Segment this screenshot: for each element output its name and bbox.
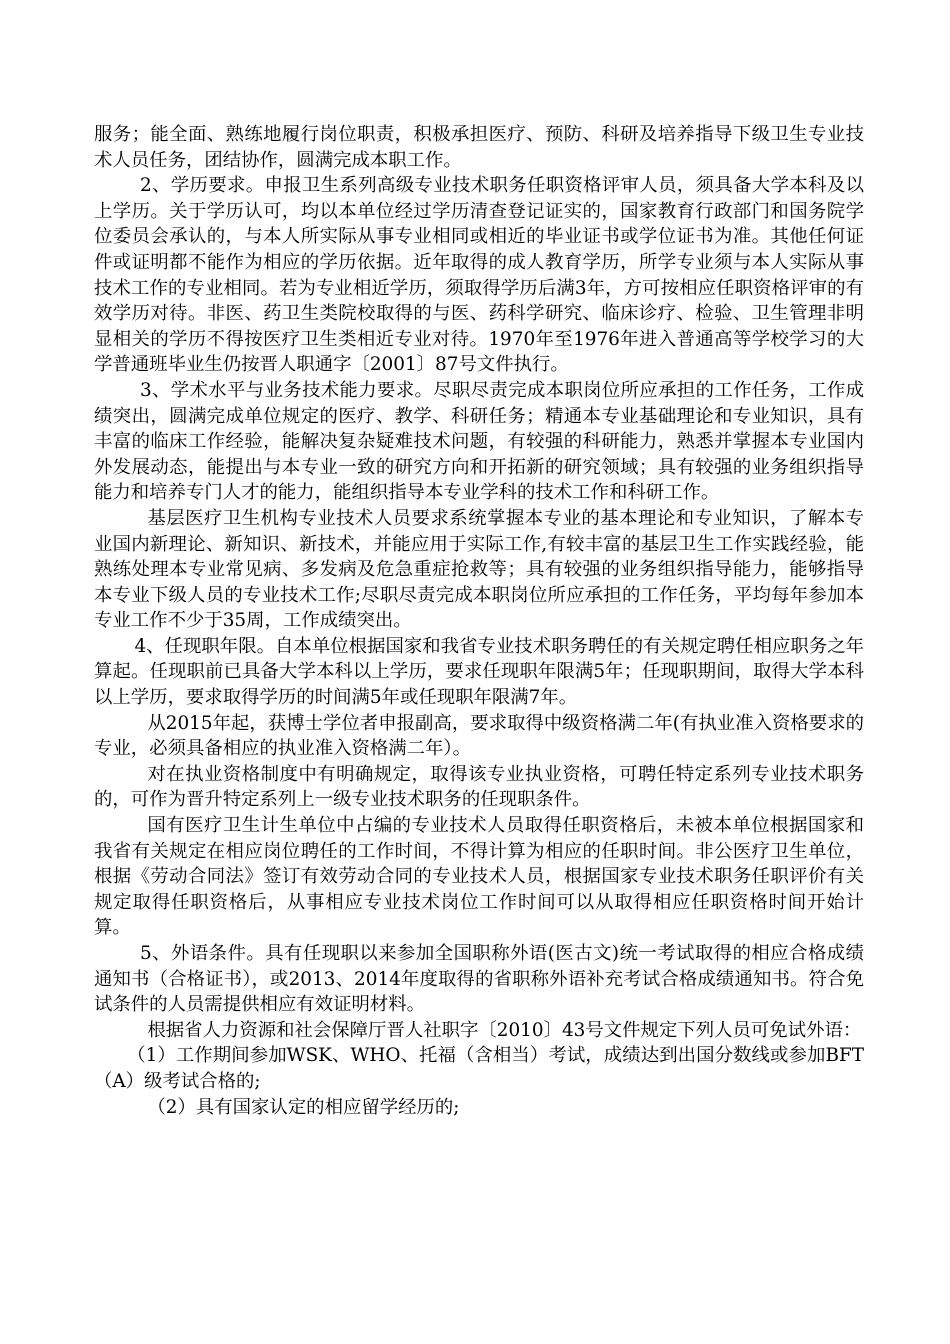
paragraph-education-requirement: 2、学历要求。申报卫生系列高级专业技术职务任职资格评审人员，须具备大学本科及以上学历。关于学历认可，均以本单位经过学历清查登记证实的，国家教育行政部门和国务院学位委员会承认的，与本人所实际从事专业相同或相近的毕业证书或学位证书为准。其他任何证件或证明都不能作为相应的学历依据。近年取得的成人教育学历，所学专业须与本人实际从事技术工作的专业相同。若为专业相近学历，须取得学历后满3年，方可按相应任职资格评审的有效学历对待。非医、药卫生类院校取得的与医、药科学研究、临床诊疗、检验、卫生管理非明显相关的学历不得按医疗卫生类相近专业对待。1970年至1976年进入普通高等学校学习的大学普通班毕业生仍按晋人职通字〔2001〕87号文件执行。 xyxy=(94,175,864,376)
list-item-exemption-1: （1）工作期间参加WSK、WHO、托福（含相当）考试，成绩达到出国分数线或参加BFT（A）级考试合格的; xyxy=(94,1045,864,1092)
paragraph-academic-level: 3、学术水平与业务技术能力要求。尽职尽责完成本职岗位所应承担的工作任务，工作成绩突出，圆满完成单位规定的医疗、教学、科研任务；精通本专业基础理论和专业知识，具有丰富的临床工作经验，能解决复杂疑难技术问题，有较强的科研能力，熟悉并掌握本专业国内外发展动态，能提出与本专业一致的研究方向和开拓新的研究领域；具有较强的业务组织指导能力和培养专门人才的能力，能组织指导本专业学科的技术工作和科研工作。 xyxy=(94,379,864,504)
paragraph-grassroots-staff: 基层医疗卫生机构专业技术人员要求系统掌握本专业的基本理论和专业知识，了解本专业国内新理论、新知识、新技术，并能应用于实际工作,有较丰富的基层卫生工作实践经验，能熟练处理本专业常见病、多发病及危急重症抢救等；具有较强的业务组织指导能力，能够指导本专业下级人员的专业技术工作;尽职尽责完成本职岗位所应承担的工作任务，平均每年参加本专业工作不少于35周，工作成绩突出。 xyxy=(94,507,864,632)
paragraph-practice-qualification: 对在执业资格制度中有明确规定，取得该专业执业资格，可聘任特定系列专业技术职务的，可作为晋升特定系列上一级专业技术职务的任现职条件。 xyxy=(94,763,864,811)
document-page xyxy=(94,122,864,1120)
list-item-exemption-2: （2）具有国家认定的相应留学经历的; xyxy=(147,1096,460,1118)
paragraph-doctorate-2015: 从2015年起，获博士学位者申报副高，要求取得中级资格满二年(有执业准入资格要求的专业，必须具备相应的执业准入资格满二年）。 xyxy=(94,712,864,760)
paragraph-foreign-language: 5、外语条件。具有任现职以来参加全国职称外语(医古文)统一考试取得的相应合格成绩通知书（合格证书），或2013、2014年度取得的省职称外语补充考试合格成绩通知书。符合免试条件的人员需提供相应有效证明材料。 xyxy=(94,943,864,1016)
paragraph-service-duties: 服务；能全面、熟练地履行岗位职责，积极承担医疗、预防、科研及培养指导下级卫生专业技术人员任务，团结协作，圆满完成本职工作。 xyxy=(94,124,864,171)
paragraph-state-units: 国有医疗卫生计生单位中占编的专业技术人员取得任职资格后，未被本单位根据国家和我省有关规定在相应岗位聘任的工作时间，不得计算为相应的任职时间。非公医疗卫生单位，根据《劳动合同法》签订有效劳动合同的专业技术人员，根据国家专业技术职务任职评价有关规定取得任职资格后，从事相应专业技术岗位工作时间可以从取得相应任职资格时间开始计算。 xyxy=(94,815,864,939)
paragraph-exemption-intro: 根据省人力资源和社会保障厅晋人社职字〔2010〕43号文件规定下列人员可免试外语： xyxy=(147,1019,862,1041)
paragraph-tenure-years: 4、任现职年限。自本单位根据国家和我省专业技术职务聘任的有关规定聘任相应职务之年算起。任现职前已具备大学本科以上学历，要求任现职年限满5年；任现职期间，取得大学本科以上学历，要求取得学历的时间满5年或任现职年限满7年。 xyxy=(94,635,864,709)
